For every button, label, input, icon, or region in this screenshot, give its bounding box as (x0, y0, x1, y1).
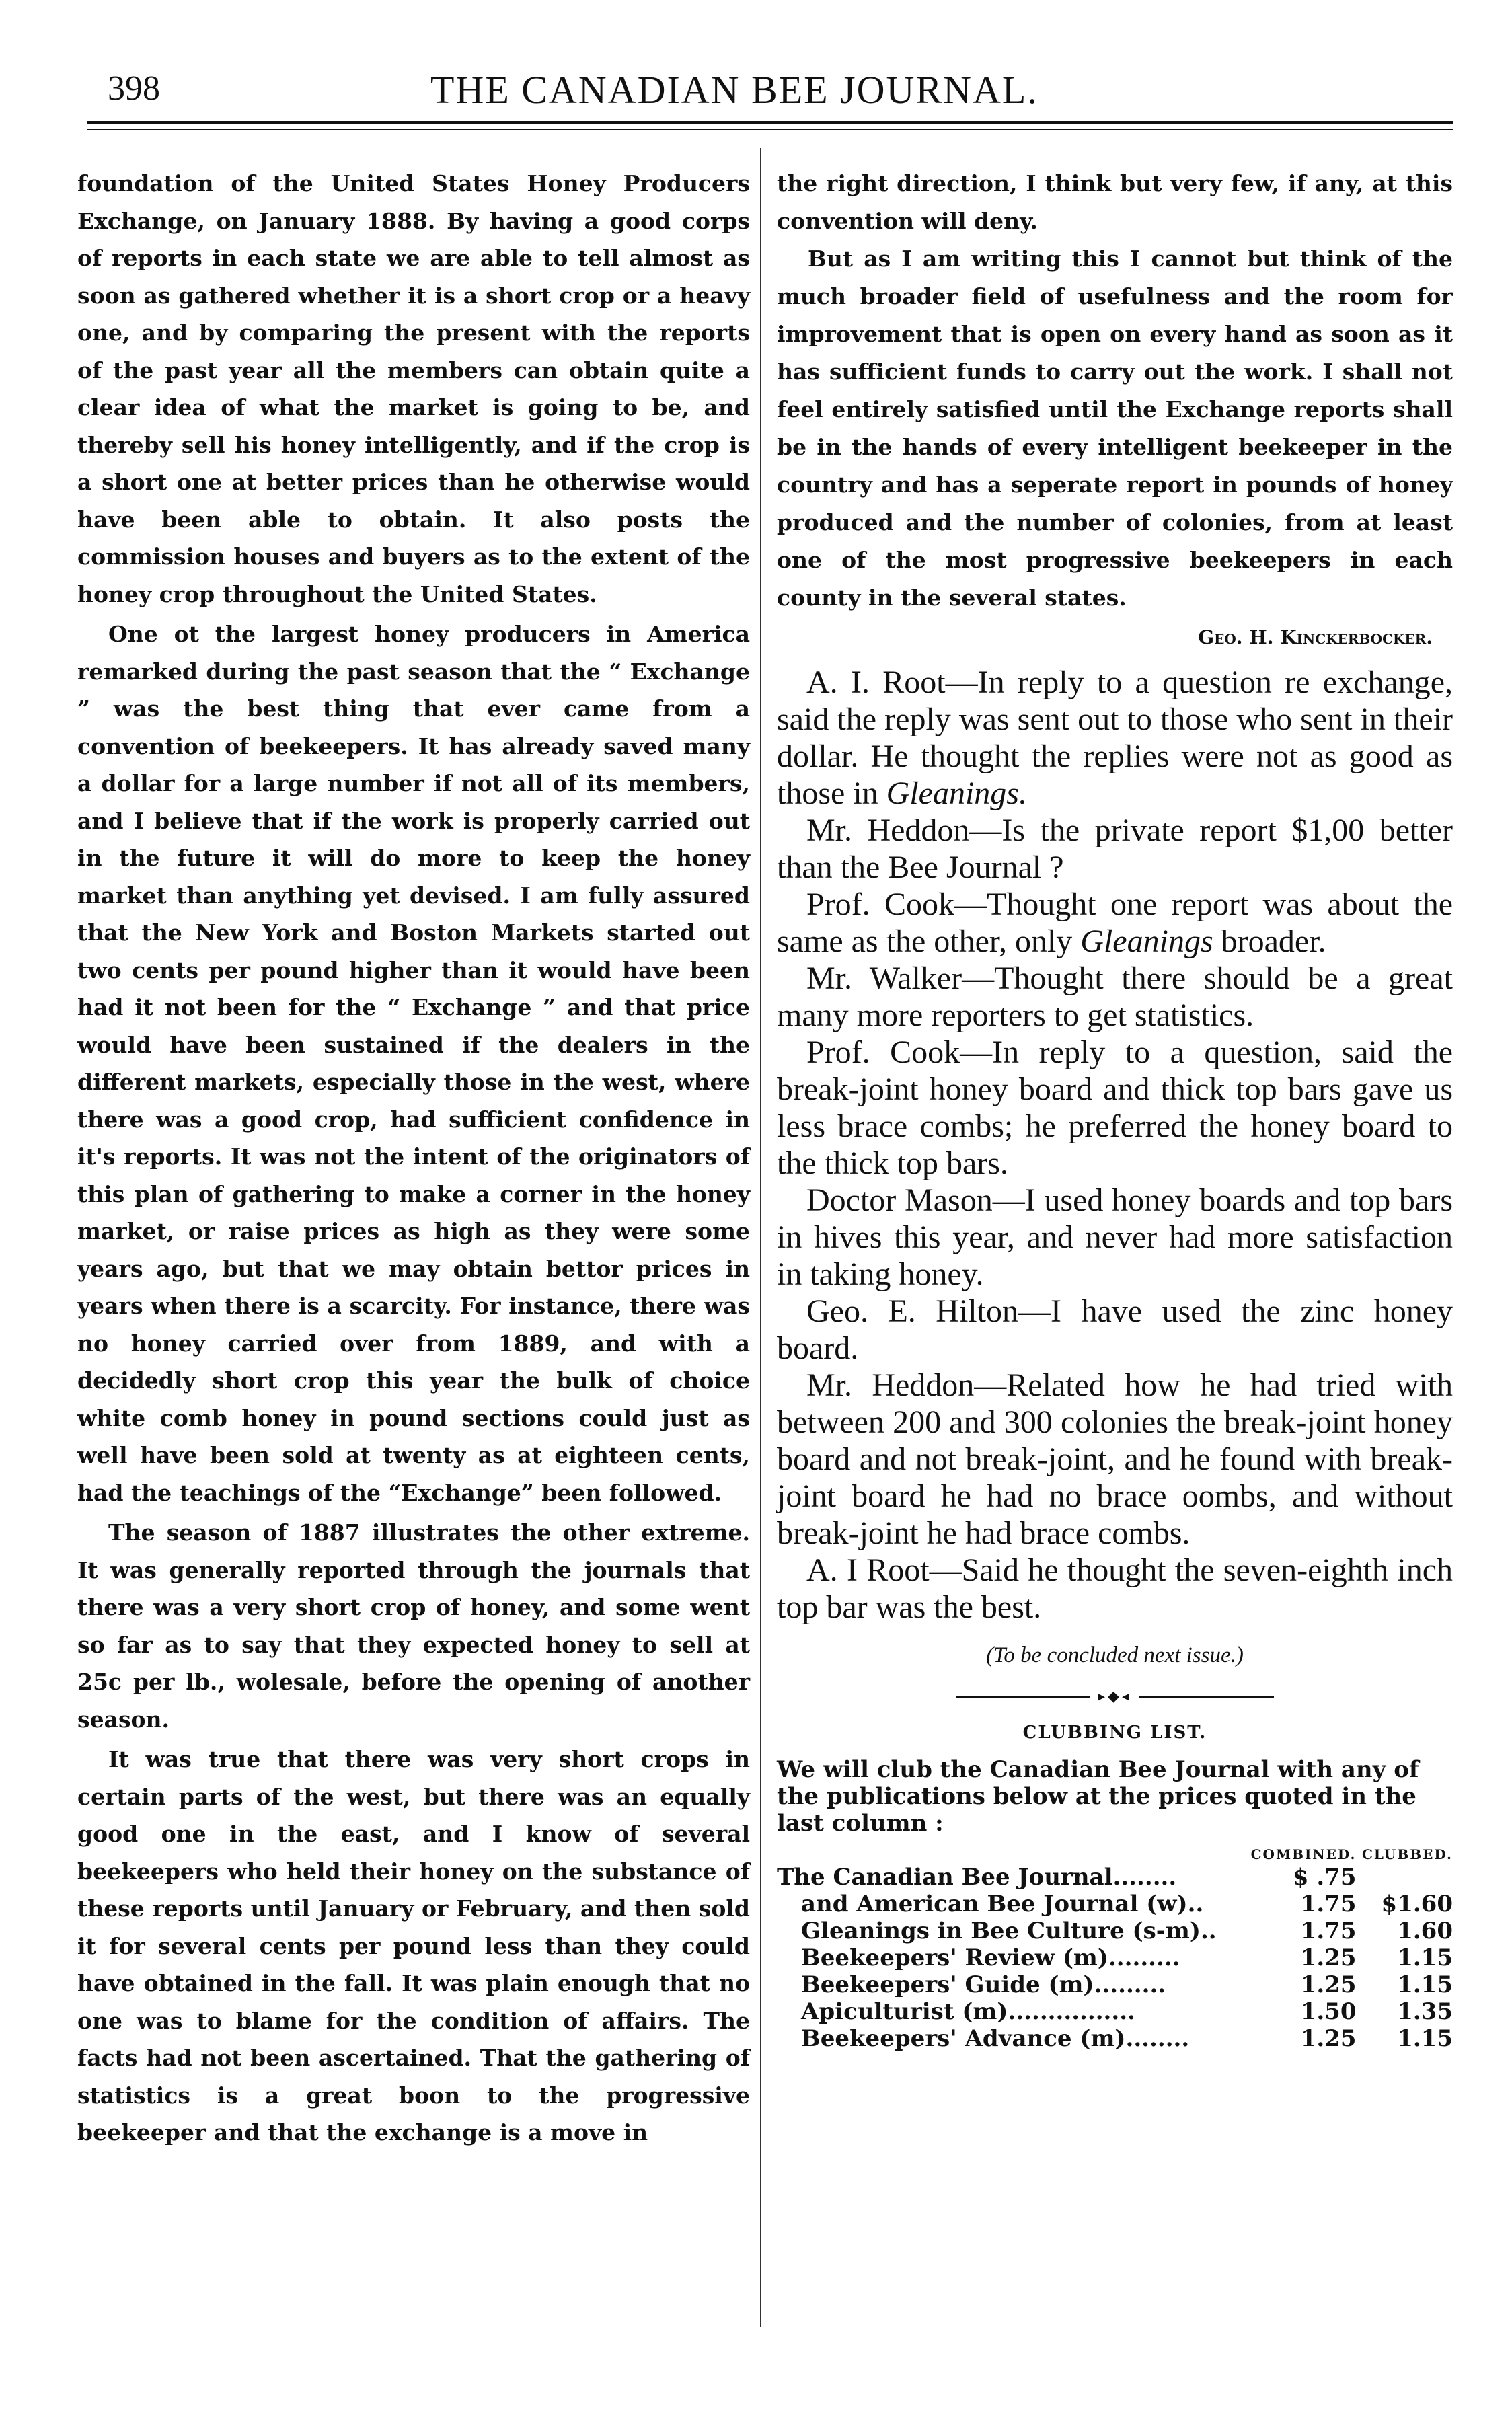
publication-name: The Canadian Bee Journal........ (777, 1864, 1177, 1891)
clubbing-heading: CLUBBING LIST. (1022, 1722, 1207, 1743)
page-number: 398 (108, 69, 160, 108)
divider-ornament: ▸◆◂ (777, 1688, 1453, 1705)
table-row (777, 1918, 1453, 1944)
column-header-combined: COMBINED. (1250, 1846, 1357, 1862)
clubbed-price: $1.60 (1381, 1891, 1453, 1918)
table-row (777, 1864, 1453, 1891)
discussion-paragraph: Mr. Walker—Thought there should be a great many more reporters to get statistics. (777, 960, 1453, 1033)
discussion-paragraph (777, 886, 1453, 960)
clubbing-intro: We will club the Canadian Bee Journal with any of the publications below at the prices quoted in the last column : (777, 1756, 1419, 1837)
right-column (777, 165, 1453, 2052)
discussion-paragraph: Mr. Heddon—Related how he had tried with between 200 and 300 colonies the break-joint honey board and not break-joint, and he found with break-joint board he had no brace oombs, and without break-joint he had brace combs. (777, 1367, 1453, 1551)
clubbing-table (777, 1846, 1453, 2052)
publication-name: Gleanings in Bee Culture (s-m).. (801, 1918, 1217, 1944)
discussion-text: broader. (1213, 923, 1326, 959)
column-header-clubbed: CLUBBED. (1362, 1846, 1453, 1862)
table-row (777, 1944, 1453, 1971)
table-row (777, 1891, 1453, 1918)
combined-price: 1.25 (1300, 2025, 1357, 2052)
publication-name: Beekeepers' Review (m)......... (801, 1944, 1180, 1971)
continued-note: (To be concluded next issue.) (986, 1643, 1244, 1667)
paragraph: But as I am writing this I cannot but think of the much broader field of usefulness and the room for improvement that is open on every hand as soon as it has sufficient funds to carry out the work. I shall not feel entirely satisfied until the Exchange reports shall be in the hands of every intelligent beekeeper in the country and has a seperate report in pounds of honey produced and the number of colonies, from at least one of the most progressive beekeepers in each county in the several states. (777, 245, 1453, 611)
clubbed-price: 1.60 (1397, 1918, 1453, 1944)
table-row (777, 2025, 1453, 2052)
combined-price: 1.75 (1300, 1918, 1357, 1944)
discussion-paragraph: Mr. Heddon—Is the private report $1,00 better than the Bee Journal ? (777, 812, 1453, 885)
combined-price: 1.50 (1300, 1998, 1357, 2025)
paragraph: the right direction, I think but very few, if any, at this convention will deny. (777, 170, 1453, 234)
page-header (87, 62, 1453, 122)
column-divider (760, 148, 761, 2327)
paragraph: It was true that there was very short crops in certain parts of the west, but there was an equally good one in the east, and I know of several beekeepers who held their honey on the substance of these reports until January or February, and then sold it for several cents per pound less than they could have obtained in the fall. It was plain enough that no one was to blame for the condition of affairs. The facts had not been ascertained. That the gathering of statistics is a great boon to the progressive beekeeper and that the exchange is a move in (77, 1746, 750, 2146)
signature: Geo. H. Kinckerbocker. (1198, 626, 1433, 648)
paragraph: One ot the largest honey producers in America remarked during the past season that the “ Exchange ” was the best thing that ever came from a convention of beekeepers. It has already saved many a dollar for a large number if not all of its members, and I believe that if the work is properly carried out in the future it will do more to keep the honey market than anything yet devised. I am fully assured that the New York and Boston Markets started out two cents per pound higher than it would have been had it not been for the “ Exchange ” and that price would have been sustained if the dealers in the different markets, especially those in the west, where there was a good crop, had sufficient confidence in it's reports. It was not the intent of the originators of this plan of gathering to make a corner in the honey market, or raise prices as high as they were some years ago, but that we may obtain bettor prices in years when there is a scarcity. For instance, there was no honey carried over from 1889, and with a decidedly short crop this year the bulk of choice white comb honey in pound sections could just as well have been sold at twenty as at eighteen cents, had the teachings of the “Exchange” been followed. (77, 621, 750, 1506)
publication-name: Beekeepers' Advance (m)........ (801, 2025, 1190, 2052)
discussion-paragraph (777, 664, 1453, 812)
discussion-paragraph: Prof. Cook—In reply to a question, said the break-joint honey board and thick top bars gave us less brace combs; he preferred the honey board to the thick top bars. (777, 1034, 1453, 1181)
italic-title: Gleanings. (886, 775, 1027, 811)
clubbed-price: 1.15 (1397, 2025, 1453, 2052)
table-header-row (777, 1846, 1453, 1864)
paragraph: The season of 1887 illustrates the other extreme. It was generally reported through the journals that there was a very short crop of honey, and some went so far as to say that they expected honey to sell at 25c per lb., wolesale, before the opening of another season. (77, 1519, 750, 1733)
italic-title: Gleanings (1080, 923, 1213, 959)
table-row (777, 1971, 1453, 1998)
left-column (77, 165, 750, 2154)
discussion-paragraph: Geo. E. Hilton—I have used the zinc honey board. (777, 1293, 1453, 1366)
combined-price: 1.25 (1300, 1944, 1357, 1971)
journal-title: THE CANADIAN BEE JOURNAL. (430, 68, 1038, 112)
publication-name: and American Bee Journal (w).. (801, 1891, 1204, 1918)
clubbed-price (1357, 1864, 1453, 1891)
paragraph: foundation of the United States Honey Producers Exchange, on January 1888. By having a good corps of reports in each state we are able to tell almost as soon as gathered whether it is a short crop or a heavy one, and by comparing the present with the reports of the past year all the members can obtain quite a clear idea of what the market is going to be, and thereby sell his honey intelligently, and if the crop is a short one at better prices than he otherwise would have been able to obtain. It also posts the commission houses and buyers as to the extent of the honey crop throughout the United States. (77, 170, 750, 607)
discussion-text: A. I. Root—In reply to a question re exchange, said the reply was sent out to those who sent in their dollar. He thought the replies were not as good as those in (777, 665, 1453, 811)
discussion-paragraph: A. I Root—Said he thought the seven-eighth inch top bar was the best. (777, 1552, 1453, 1625)
combined-price: $ .75 (1292, 1864, 1357, 1891)
letter-continuation (777, 165, 1453, 658)
header-rule (87, 121, 1453, 124)
clubbed-price: 1.15 (1397, 1944, 1453, 1971)
table-row (777, 1998, 1453, 2025)
combined-price: 1.25 (1300, 1971, 1357, 1998)
header-rule-thin (87, 129, 1453, 130)
discussion (777, 664, 1453, 1626)
publication-name: Beekeepers' Guide (m)......... (801, 1971, 1166, 1998)
clubbed-price: 1.15 (1397, 1971, 1453, 1998)
discussion-paragraph: Doctor Mason—I used honey boards and top bars in hives this year, and never had more satisfaction in taking honey. (777, 1182, 1453, 1292)
clubbed-price: 1.35 (1397, 1998, 1453, 2025)
discussion-text: Prof. Cook—Thought one report was about the same as the other, only (777, 886, 1453, 959)
publication-name: Apiculturist (m)................ (801, 1998, 1135, 2025)
combined-price: 1.75 (1300, 1891, 1357, 1918)
